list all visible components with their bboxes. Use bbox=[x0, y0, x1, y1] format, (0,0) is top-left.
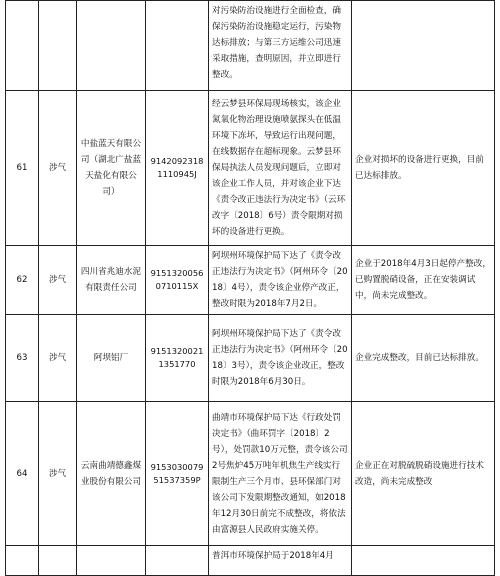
pollution-type-cell: 涉气 bbox=[39, 402, 77, 546]
row-number-cell: 61 bbox=[6, 91, 39, 246]
table-row bbox=[6, 315, 495, 402]
company-name-cell: 阿坝铝厂 bbox=[77, 315, 146, 402]
handling-measures-cell: 普洱市环境保护局于2018年4月 bbox=[209, 546, 352, 576]
row-number-cell: 64 bbox=[6, 402, 39, 546]
table-row bbox=[6, 402, 495, 546]
rectification-status-cell: 企业完成整改，目前已达标排放。 bbox=[352, 315, 495, 402]
rectification-status-cell: 企业于2018年4月3日起停产整改，已购置脱硝设备，正在安装调试中，尚未完成整改。 bbox=[352, 246, 495, 315]
company-name-cell bbox=[77, 546, 146, 576]
table-row bbox=[6, 91, 495, 246]
table-row bbox=[6, 246, 495, 315]
pollution-type-cell bbox=[39, 1, 77, 91]
handling-measures-cell: 曲靖市环境保护局下达《行政处罚决定书》（曲环罚字〔2018〕2号），处罚款10万元整，责令该公司2号焦炉45万吨年机焦生产线实行限制生产三个月市、县环保部门对该公司下发限期整改通知，如2018年12月30日前完不成整改，将依法由富源县人民政府实施关停。 bbox=[209, 402, 352, 546]
handling-measures-cell: 对污染防治设施进行全面检查，确保污染防治设施稳定运行，污染物达标排放；与第三方运维公司迅速采取措施，查明原因，并立即进行整改。 bbox=[209, 1, 352, 91]
row-number-cell bbox=[6, 546, 39, 576]
enforcement-table bbox=[5, 0, 495, 576]
company-name-cell: 中盐蓝天有限公司（湖北广盐蓝天盐化有限公司） bbox=[77, 91, 146, 246]
credit-code-cell: 915303007951537359P bbox=[146, 402, 209, 546]
handling-measures-cell: 阿坝州环境保护局下达了《责令改正违法行为决定书》（阿州环令〔2018〕3号），责令该企业改正，整改时限为2018年6月30日。 bbox=[209, 315, 352, 402]
credit-code-cell bbox=[146, 546, 209, 576]
rectification-status-cell: 企业对损坏的设备进行更换，目前已达标排放。 bbox=[352, 91, 495, 246]
handling-measures-cell: 经云梦县环保局现场核实，该企业氮氧化物治理设施喷氨探头在低温环境下冻坏，导致运行出现问题，在线数据存在超标现象。云梦县环保局执法人员发现问题后，立即对该企业工作人员，并对该企业下达《责令改正违法行为决定书》（云环改字〔2018〕6号）责令限期对损坏的设备进行更换。 bbox=[209, 91, 352, 246]
pollution-type-cell bbox=[39, 546, 77, 576]
company-name-cell: 云南曲靖德鑫煤业股份有限公司 bbox=[77, 402, 146, 546]
row-number-cell: 63 bbox=[6, 315, 39, 402]
handling-measures-cell: 阿坝州环境保护局下达了《责令改正违法行为决定书》（阿州环令〔2018〕4号），责令该企业停产改正，整改时限为2018年7月2日。 bbox=[209, 246, 352, 315]
table-row bbox=[6, 1, 495, 91]
rectification-status-cell bbox=[352, 546, 495, 576]
rectification-status-cell: 企业正在对脱硫脱硝设施进行技术改造，尚未完成整改 bbox=[352, 402, 495, 546]
company-name-cell bbox=[77, 1, 146, 91]
credit-code-cell bbox=[146, 1, 209, 91]
pollution-type-cell: 涉气 bbox=[39, 246, 77, 315]
rectification-status-cell bbox=[352, 1, 495, 91]
row-number-cell bbox=[6, 1, 39, 91]
pollution-type-cell: 涉气 bbox=[39, 315, 77, 402]
credit-code-cell: 91513200211351770 bbox=[146, 315, 209, 402]
company-name-cell: 四川省兆迪水泥有限责任公司 bbox=[77, 246, 146, 315]
row-number-cell: 62 bbox=[6, 246, 39, 315]
credit-code-cell: 91420923181110945J bbox=[146, 91, 209, 246]
pollution-type-cell: 涉气 bbox=[39, 91, 77, 246]
credit-code-cell: 91513200560710115X bbox=[146, 246, 209, 315]
table-row bbox=[6, 546, 495, 576]
